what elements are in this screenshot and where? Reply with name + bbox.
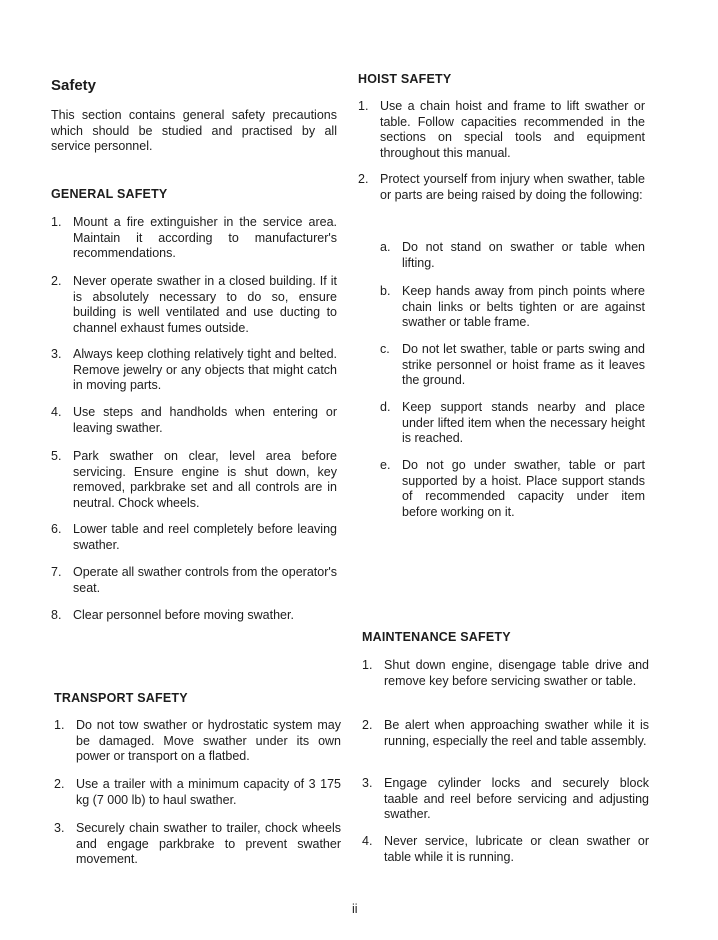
item-number: 2. <box>362 718 373 732</box>
subitem-text: Do not go under swather, table or part supported by a hoist. Place support stands of recommended capacity under item before working on it. <box>402 458 645 519</box>
hoist-safety-subitem-e <box>380 458 645 520</box>
item-text: Engage cylinder locks and securely block taable and reel before servicing and adjusting swather. <box>384 776 649 821</box>
item-text: Mount a fire extinguisher in the service area. Maintain it according to manufacturer's recommendations. <box>73 215 337 260</box>
item-text: Use a chain hoist and frame to lift swather or table. Follow capacities recommended in the sections on special tools and equipment throughout this manual. <box>380 99 645 160</box>
hoist-safety-item-1 <box>358 99 645 161</box>
item-text: Be alert when approaching swather while it is running, especially the reel and table assembly. <box>384 718 649 748</box>
page-number: ii <box>352 902 358 916</box>
item-text: Shut down engine, disengage table drive and remove key before servicing swather or table. <box>384 658 649 688</box>
intro-paragraph: This section contains general safety precautions which should be studied and practised by all service personnel. <box>51 108 337 153</box>
subitem-letter: a. <box>380 240 391 254</box>
item-number: 5. <box>51 449 62 463</box>
subitem-text: Do not stand on swather or table when lifting. <box>402 240 645 270</box>
item-number: 1. <box>54 718 65 732</box>
maintenance-safety-item-3 <box>362 776 649 823</box>
general-safety-heading: GENERAL SAFETY <box>51 187 168 201</box>
item-number: 2. <box>54 777 65 791</box>
general-safety-item-2 <box>51 274 337 336</box>
maintenance-safety-item-1 <box>362 658 649 689</box>
general-safety-item-4 <box>51 405 337 436</box>
item-text: Operate all swather controls from the operator's seat. <box>73 565 337 595</box>
item-text: Clear personnel before moving swather. <box>73 608 294 622</box>
item-number: 6. <box>51 522 62 536</box>
maintenance-safety-item-4 <box>362 834 649 865</box>
general-safety-item-8 <box>51 608 337 624</box>
item-number: 3. <box>54 821 65 835</box>
item-text: Use steps and handholds when entering or leaving swather. <box>73 405 337 435</box>
transport-safety-item-3 <box>54 821 341 868</box>
item-text: Use a trailer with a minimum capacity of 3 175 kg (7 000 lb) to haul swather. <box>76 777 341 807</box>
subitem-letter: c. <box>380 342 390 356</box>
subitem-letter: d. <box>380 400 391 414</box>
section-title: Safety <box>51 77 97 94</box>
general-safety-item-6 <box>51 522 337 553</box>
item-number: 4. <box>51 405 62 419</box>
general-safety-item-5 <box>51 449 337 511</box>
transport-safety-item-2 <box>54 777 341 808</box>
item-text: Protect yourself from injury when swather, table or parts are being raised by doing the following: <box>380 172 645 202</box>
maintenance-safety-item-2 <box>362 718 649 749</box>
general-safety-item-3 <box>51 347 337 394</box>
item-text: Do not tow swather or hydrostatic system may be damaged. Move swather under its own power or transport on a flatbed. <box>76 718 341 763</box>
item-text: Park swather on clear, level area before servicing. Ensure engine is shut down, key removed, parkbrake set and all controls are in neutral. Chock wheels. <box>73 449 337 510</box>
hoist-safety-item-2 <box>358 172 645 203</box>
item-number: 8. <box>51 608 62 622</box>
item-number: 1. <box>51 215 62 229</box>
item-number: 2. <box>51 274 62 288</box>
item-number: 7. <box>51 565 62 579</box>
general-safety-item-1 <box>51 215 337 262</box>
hoist-safety-subitem-b <box>380 284 645 331</box>
hoist-safety-subitem-a <box>380 240 645 271</box>
item-text: Always keep clothing relatively tight and belted. Remove jewelry or any objects that might catch in moving parts. <box>73 347 337 392</box>
hoist-safety-subitem-c <box>380 342 645 389</box>
item-number: 3. <box>362 776 373 790</box>
item-text: Lower table and reel completely before leaving swather. <box>73 522 337 552</box>
subitem-text: Keep support stands nearby and place under lifted item when the necessary height is reached. <box>402 400 645 445</box>
item-number: 1. <box>362 658 373 672</box>
transport-safety-heading: TRANSPORT SAFETY <box>54 691 188 705</box>
subitem-text: Keep hands away from pinch points where chain links or belts tighten or are against swather or table frame. <box>402 284 645 329</box>
subitem-text: Do not let swather, table or parts swing and strike personnel or hoist frame as it leaves the ground. <box>402 342 645 387</box>
item-number: 4. <box>362 834 373 848</box>
hoist-safety-subitem-d <box>380 400 645 447</box>
hoist-safety-heading: HOIST SAFETY <box>358 72 452 86</box>
general-safety-item-7 <box>51 565 337 596</box>
item-text: Never service, lubricate or clean swather or table while it is running. <box>384 834 649 864</box>
transport-safety-item-1 <box>54 718 341 765</box>
item-text: Securely chain swather to trailer, chock wheels and engage parkbrake to prevent swather movement. <box>76 821 341 866</box>
subitem-letter: b. <box>380 284 391 298</box>
maintenance-safety-heading: MAINTENANCE SAFETY <box>362 630 511 644</box>
item-number: 2. <box>358 172 369 186</box>
subitem-letter: e. <box>380 458 391 472</box>
item-number: 3. <box>51 347 62 361</box>
item-text: Never operate swather in a closed building. If it is absolutely necessary to do so, ensure building is well ventilated and use ducting to channel exhaust fumes outside. <box>73 274 337 335</box>
item-number: 1. <box>358 99 369 113</box>
